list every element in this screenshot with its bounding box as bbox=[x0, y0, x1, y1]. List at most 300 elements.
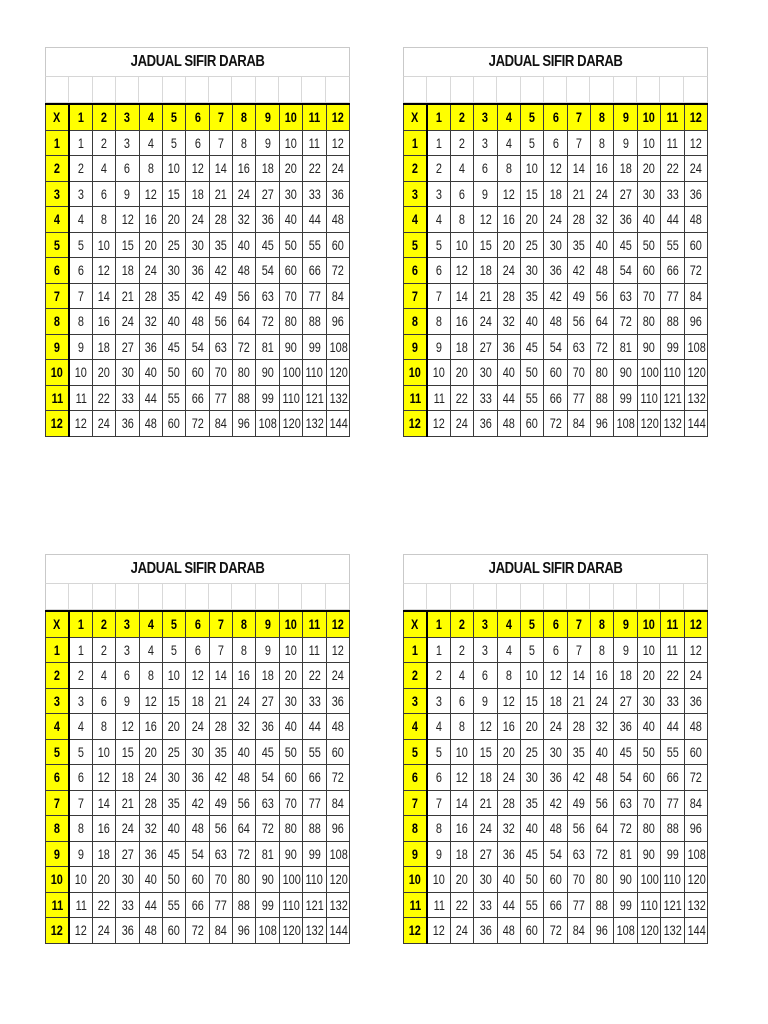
product-cell bbox=[450, 918, 473, 944]
product-value: 50 bbox=[642, 236, 656, 253]
product-value: 90 bbox=[642, 338, 656, 355]
product-value: 40 bbox=[238, 743, 251, 760]
product-value: 12 bbox=[689, 134, 702, 151]
product-cell bbox=[209, 790, 232, 816]
product-value: 16 bbox=[238, 667, 251, 684]
product-cell bbox=[497, 156, 520, 182]
product-cell bbox=[544, 411, 567, 437]
product-value: 12 bbox=[191, 667, 204, 684]
product-value: 12 bbox=[479, 211, 492, 228]
product-cell bbox=[567, 309, 590, 335]
empty-cell bbox=[256, 584, 279, 610]
column-header-label: 6 bbox=[552, 109, 559, 126]
product-cell bbox=[162, 334, 185, 360]
product-value: 63 bbox=[572, 338, 585, 355]
product-cell bbox=[186, 867, 209, 893]
product-cell bbox=[69, 207, 92, 233]
product-cell bbox=[326, 637, 350, 663]
product-value: 40 bbox=[596, 236, 609, 253]
product-cell bbox=[520, 688, 543, 714]
product-value: 21 bbox=[121, 287, 134, 304]
product-value: 60 bbox=[689, 743, 702, 760]
product-value: 32 bbox=[238, 718, 251, 735]
product-cell bbox=[567, 714, 590, 740]
product-cell bbox=[233, 181, 256, 207]
product-value: 64 bbox=[596, 313, 609, 330]
column-header-cell bbox=[92, 104, 115, 130]
product-value: 30 bbox=[549, 236, 562, 253]
product-cell bbox=[614, 918, 637, 944]
sheet-title-text: JADUAL SIFIR DARAB bbox=[130, 53, 265, 70]
product-value: 24 bbox=[144, 769, 157, 786]
table-row bbox=[404, 385, 708, 411]
product-cell bbox=[326, 156, 350, 182]
row-header-label: 9 bbox=[53, 338, 60, 355]
product-value: 2 bbox=[435, 667, 442, 684]
product-cell bbox=[116, 385, 139, 411]
table-row bbox=[46, 156, 350, 182]
product-value: 15 bbox=[479, 236, 492, 253]
product-value: 5 bbox=[529, 134, 536, 151]
product-cell bbox=[661, 892, 684, 918]
row-header-label: 11 bbox=[51, 389, 63, 406]
product-value: 10 bbox=[284, 134, 298, 151]
product-value: 15 bbox=[121, 236, 134, 253]
table-row bbox=[404, 411, 708, 437]
product-cell bbox=[520, 181, 543, 207]
table-row bbox=[404, 688, 708, 714]
product-cell bbox=[162, 309, 185, 335]
product-value: 40 bbox=[525, 313, 539, 330]
product-value: 16 bbox=[502, 718, 515, 735]
row-header-cell bbox=[404, 816, 427, 842]
empty-cell bbox=[474, 584, 497, 610]
empty-cell bbox=[46, 77, 69, 103]
product-value: 35 bbox=[167, 287, 181, 304]
table-row bbox=[46, 867, 350, 893]
product-cell bbox=[116, 181, 139, 207]
product-value: 4 bbox=[147, 134, 154, 151]
product-value: 60 bbox=[284, 769, 298, 786]
product-value: 6 bbox=[482, 160, 489, 177]
product-value: 12 bbox=[479, 718, 492, 735]
empty-cell bbox=[139, 77, 162, 103]
product-cell bbox=[326, 309, 350, 335]
product-cell bbox=[474, 411, 497, 437]
product-cell bbox=[661, 816, 684, 842]
product-cell bbox=[661, 739, 684, 765]
row-header-cell bbox=[46, 688, 69, 714]
product-value: 110 bbox=[663, 364, 682, 381]
product-cell bbox=[520, 156, 543, 182]
product-value: 99 bbox=[261, 389, 274, 406]
product-cell bbox=[497, 207, 520, 233]
row-header-label: 10 bbox=[408, 871, 422, 888]
product-cell bbox=[567, 156, 590, 182]
product-cell bbox=[637, 309, 660, 335]
product-value: 55 bbox=[167, 896, 181, 913]
product-value: 22 bbox=[666, 667, 679, 684]
product-cell bbox=[326, 207, 350, 233]
product-cell bbox=[256, 283, 279, 309]
product-cell bbox=[279, 739, 302, 765]
product-cell bbox=[450, 739, 473, 765]
product-value: 132 bbox=[329, 896, 348, 913]
product-value: 108 bbox=[258, 922, 278, 939]
product-cell bbox=[614, 637, 637, 663]
product-cell bbox=[544, 918, 567, 944]
product-cell bbox=[474, 841, 497, 867]
product-value: 33 bbox=[666, 185, 679, 202]
product-value: 11 bbox=[433, 896, 445, 913]
times-table-sheet bbox=[45, 47, 350, 437]
product-cell bbox=[92, 637, 115, 663]
product-value: 40 bbox=[144, 364, 157, 381]
product-value: 36 bbox=[479, 922, 492, 939]
product-cell bbox=[661, 765, 684, 791]
product-value: 27 bbox=[619, 692, 632, 709]
product-value: 35 bbox=[525, 794, 539, 811]
product-value: 48 bbox=[191, 820, 204, 837]
product-value: 3 bbox=[124, 641, 131, 658]
product-cell bbox=[520, 130, 543, 156]
product-value: 84 bbox=[331, 287, 344, 304]
column-header-cell bbox=[637, 611, 660, 637]
product-value: 35 bbox=[572, 236, 585, 253]
product-value: 6 bbox=[100, 185, 107, 202]
product-cell bbox=[567, 411, 590, 437]
product-value: 15 bbox=[167, 692, 181, 709]
product-cell bbox=[209, 283, 232, 309]
product-value: 48 bbox=[238, 262, 251, 279]
product-value: 99 bbox=[261, 896, 274, 913]
product-value: 50 bbox=[167, 871, 181, 888]
product-value: 6 bbox=[194, 134, 201, 151]
product-cell bbox=[427, 637, 450, 663]
product-value: 33 bbox=[479, 896, 492, 913]
product-value: 24 bbox=[596, 185, 609, 202]
empty-cell bbox=[279, 584, 302, 610]
product-value: 20 bbox=[525, 211, 539, 228]
product-value: 11 bbox=[75, 389, 87, 406]
product-cell bbox=[279, 334, 302, 360]
product-value: 9 bbox=[435, 845, 442, 862]
product-cell bbox=[474, 637, 497, 663]
product-value: 132 bbox=[687, 896, 706, 913]
product-value: 56 bbox=[572, 820, 585, 837]
product-value: 100 bbox=[282, 871, 301, 888]
product-value: 44 bbox=[502, 896, 515, 913]
product-value: 121 bbox=[663, 896, 682, 913]
row-header-cell bbox=[46, 765, 69, 791]
product-cell bbox=[92, 918, 115, 944]
product-cell bbox=[591, 283, 614, 309]
column-header-label: 1 bbox=[77, 109, 84, 126]
product-value: 49 bbox=[572, 287, 585, 304]
product-value: 22 bbox=[308, 667, 321, 684]
product-cell bbox=[450, 790, 473, 816]
empty-cell bbox=[660, 584, 683, 610]
product-value: 120 bbox=[640, 415, 659, 432]
product-cell bbox=[497, 739, 520, 765]
product-cell bbox=[684, 232, 708, 258]
product-value: 120 bbox=[329, 364, 348, 381]
product-value: 12 bbox=[97, 262, 111, 279]
product-value: 16 bbox=[455, 313, 469, 330]
product-value: 11 bbox=[75, 896, 87, 913]
product-cell bbox=[303, 918, 326, 944]
product-cell bbox=[637, 283, 660, 309]
column-header-label: 10 bbox=[642, 109, 656, 126]
row-header-cell bbox=[46, 385, 69, 411]
product-value: 14 bbox=[572, 160, 585, 177]
product-value: 12 bbox=[455, 262, 469, 279]
product-value: 60 bbox=[525, 922, 539, 939]
product-value: 55 bbox=[666, 743, 679, 760]
table-row bbox=[404, 841, 708, 867]
product-cell bbox=[474, 156, 497, 182]
product-value: 60 bbox=[167, 415, 181, 432]
product-value: 60 bbox=[167, 922, 181, 939]
product-value: 24 bbox=[331, 160, 344, 177]
product-cell bbox=[162, 663, 185, 689]
product-value: 6 bbox=[482, 667, 489, 684]
product-value: 40 bbox=[525, 820, 539, 837]
row-header-label: 3 bbox=[53, 692, 60, 709]
product-cell bbox=[684, 411, 708, 437]
product-cell bbox=[450, 360, 473, 386]
empty-cell bbox=[427, 584, 450, 610]
product-value: 110 bbox=[640, 896, 658, 913]
product-cell bbox=[92, 892, 115, 918]
product-cell bbox=[661, 258, 684, 284]
product-value: 24 bbox=[191, 211, 204, 228]
product-cell bbox=[427, 892, 450, 918]
product-value: 88 bbox=[596, 896, 609, 913]
product-value: 30 bbox=[191, 236, 204, 253]
header-row bbox=[46, 104, 350, 130]
product-cell bbox=[162, 714, 185, 740]
product-value: 72 bbox=[191, 922, 204, 939]
product-value: 45 bbox=[167, 338, 181, 355]
table-row bbox=[404, 867, 708, 893]
product-cell bbox=[661, 411, 684, 437]
product-cell bbox=[303, 130, 326, 156]
product-cell bbox=[544, 207, 567, 233]
product-cell bbox=[637, 663, 660, 689]
product-cell bbox=[684, 637, 708, 663]
product-cell bbox=[591, 207, 614, 233]
table-row bbox=[404, 130, 708, 156]
product-value: 2 bbox=[458, 641, 465, 658]
product-cell bbox=[450, 309, 473, 335]
product-value: 18 bbox=[479, 262, 492, 279]
product-value: 27 bbox=[261, 692, 274, 709]
product-cell bbox=[591, 181, 614, 207]
empty-cell bbox=[256, 77, 279, 103]
product-value: 18 bbox=[479, 769, 492, 786]
product-value: 40 bbox=[502, 364, 515, 381]
product-cell bbox=[256, 232, 279, 258]
product-cell bbox=[326, 790, 350, 816]
product-value: 21 bbox=[572, 185, 585, 202]
product-value: 1 bbox=[435, 134, 442, 151]
product-value: 28 bbox=[144, 794, 157, 811]
product-value: 18 bbox=[121, 262, 134, 279]
product-value: 24 bbox=[238, 692, 251, 709]
column-header-cell bbox=[450, 611, 473, 637]
product-value: 18 bbox=[455, 338, 469, 355]
product-value: 88 bbox=[596, 389, 609, 406]
product-value: 60 bbox=[549, 871, 562, 888]
product-cell bbox=[209, 739, 232, 765]
product-value: 12 bbox=[74, 922, 87, 939]
product-value: 12 bbox=[432, 415, 445, 432]
empty-cell bbox=[302, 77, 325, 103]
product-cell bbox=[256, 411, 279, 437]
product-cell bbox=[116, 232, 139, 258]
product-cell bbox=[520, 714, 543, 740]
product-cell bbox=[162, 637, 185, 663]
product-cell bbox=[279, 385, 302, 411]
product-value: 33 bbox=[308, 185, 321, 202]
empty-cell bbox=[637, 584, 660, 610]
product-value: 72 bbox=[261, 820, 274, 837]
product-value: 40 bbox=[238, 236, 251, 253]
column-header-cell bbox=[591, 611, 614, 637]
product-cell bbox=[684, 892, 708, 918]
product-cell bbox=[186, 790, 209, 816]
product-value: 10 bbox=[74, 871, 87, 888]
product-cell bbox=[544, 816, 567, 842]
product-value: 10 bbox=[432, 364, 445, 381]
product-value: 45 bbox=[619, 743, 632, 760]
product-cell bbox=[544, 790, 567, 816]
table-row bbox=[404, 739, 708, 765]
product-cell bbox=[427, 688, 450, 714]
product-value: 24 bbox=[238, 185, 251, 202]
row-header-label: 5 bbox=[411, 743, 418, 760]
product-value: 20 bbox=[97, 364, 111, 381]
column-header-cell bbox=[326, 611, 350, 637]
row-header-cell bbox=[404, 918, 427, 944]
column-header-cell bbox=[116, 611, 139, 637]
product-cell bbox=[684, 867, 708, 893]
product-value: 80 bbox=[596, 871, 609, 888]
row-header-label: 10 bbox=[408, 364, 422, 381]
product-cell bbox=[139, 360, 162, 386]
product-cell bbox=[326, 714, 350, 740]
column-header-label: 6 bbox=[552, 616, 559, 633]
product-value: 100 bbox=[640, 871, 659, 888]
product-cell bbox=[637, 411, 660, 437]
column-header-label: 4 bbox=[505, 109, 512, 126]
product-value: 15 bbox=[525, 692, 539, 709]
product-value: 108 bbox=[687, 845, 706, 862]
product-cell bbox=[303, 411, 326, 437]
product-value: 5 bbox=[529, 641, 536, 658]
product-value: 48 bbox=[596, 262, 609, 279]
row-header-cell bbox=[46, 258, 69, 284]
product-value: 21 bbox=[214, 185, 227, 202]
row-header-label: 5 bbox=[53, 743, 60, 760]
product-cell bbox=[474, 232, 497, 258]
product-cell bbox=[614, 841, 637, 867]
product-value: 66 bbox=[549, 389, 562, 406]
product-value: 18 bbox=[121, 769, 134, 786]
product-cell bbox=[326, 334, 350, 360]
product-value: 32 bbox=[596, 718, 609, 735]
product-cell bbox=[186, 739, 209, 765]
product-value: 6 bbox=[77, 262, 84, 279]
product-value: 77 bbox=[572, 389, 585, 406]
product-value: 11 bbox=[666, 641, 678, 658]
product-cell bbox=[567, 207, 590, 233]
product-cell bbox=[69, 181, 92, 207]
product-cell bbox=[186, 816, 209, 842]
product-cell bbox=[116, 637, 139, 663]
product-value: 50 bbox=[642, 743, 656, 760]
table-row bbox=[404, 207, 708, 233]
column-header-cell bbox=[661, 104, 684, 130]
table-row bbox=[46, 258, 350, 284]
product-cell bbox=[279, 130, 302, 156]
row-header-label: 6 bbox=[53, 769, 60, 786]
empty-cell bbox=[163, 584, 186, 610]
product-cell bbox=[520, 385, 543, 411]
product-value: 80 bbox=[642, 313, 656, 330]
empty-cell bbox=[69, 584, 92, 610]
product-value: 49 bbox=[572, 794, 585, 811]
product-cell bbox=[186, 283, 209, 309]
product-cell bbox=[427, 232, 450, 258]
product-cell bbox=[684, 841, 708, 867]
row-header-cell bbox=[46, 867, 69, 893]
column-header-label: 6 bbox=[194, 109, 201, 126]
column-header-label: 1 bbox=[77, 616, 84, 633]
product-cell bbox=[279, 816, 302, 842]
product-cell bbox=[661, 841, 684, 867]
product-value: 44 bbox=[502, 389, 515, 406]
product-value: 20 bbox=[144, 743, 157, 760]
product-value: 110 bbox=[282, 389, 300, 406]
product-cell bbox=[567, 283, 590, 309]
column-header-cell bbox=[209, 611, 232, 637]
product-cell bbox=[614, 207, 637, 233]
empty-cell bbox=[590, 584, 613, 610]
product-cell bbox=[162, 411, 185, 437]
product-value: 36 bbox=[331, 185, 344, 202]
product-cell bbox=[139, 892, 162, 918]
product-cell bbox=[116, 867, 139, 893]
product-cell bbox=[661, 360, 684, 386]
product-value: 10 bbox=[97, 743, 111, 760]
product-cell bbox=[279, 790, 302, 816]
row-header-cell bbox=[404, 790, 427, 816]
product-value: 80 bbox=[284, 313, 298, 330]
product-cell bbox=[474, 309, 497, 335]
product-value: 10 bbox=[432, 871, 445, 888]
product-value: 36 bbox=[191, 769, 204, 786]
product-cell bbox=[233, 816, 256, 842]
empty-cell bbox=[567, 77, 590, 103]
product-value: 16 bbox=[455, 820, 469, 837]
product-value: 121 bbox=[305, 389, 324, 406]
column-header-cell bbox=[69, 104, 92, 130]
table-row bbox=[46, 309, 350, 335]
product-value: 40 bbox=[596, 743, 609, 760]
column-header-label: 12 bbox=[331, 616, 344, 633]
